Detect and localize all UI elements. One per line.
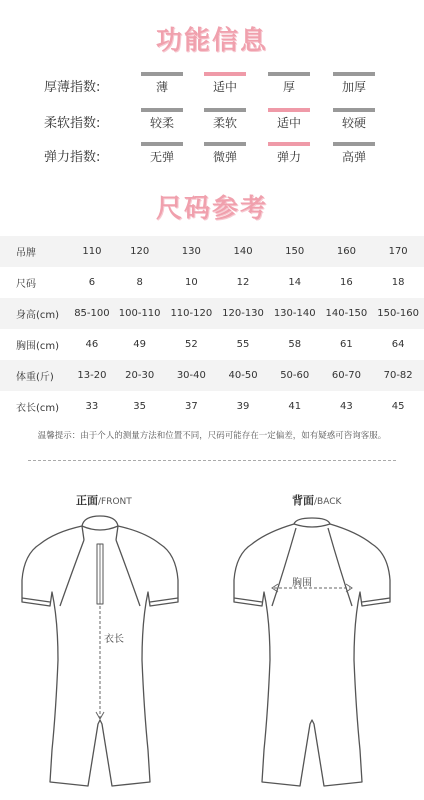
feature-option bbox=[141, 142, 183, 165]
feature-label: 弹力指数: bbox=[44, 150, 101, 165]
size-cell: 43 bbox=[340, 401, 353, 412]
size-cell: 30-40 bbox=[166, 360, 218, 391]
size-tip: 温馨提示：由于个人的测量方法和位置不同，尺码可能存在一定偏差，如有疑惑可咨询客服。 bbox=[37, 431, 387, 441]
size-cell: 70-82 bbox=[372, 360, 424, 391]
option-label: 较硬 bbox=[341, 116, 366, 130]
size-row bbox=[0, 391, 424, 422]
option-label: 适中 bbox=[276, 116, 301, 130]
option-bar bbox=[333, 108, 375, 112]
back-label-en: /BACK bbox=[314, 497, 342, 507]
back-garment-diagram bbox=[212, 510, 424, 800]
size-row-label: 胸围(cm) bbox=[16, 341, 60, 352]
size-table bbox=[0, 236, 424, 422]
option-bar bbox=[204, 108, 246, 112]
option-label: 高弹 bbox=[341, 150, 366, 164]
size-cell: 13-20 bbox=[70, 360, 114, 391]
feature-option bbox=[268, 142, 310, 165]
feature-option bbox=[204, 142, 246, 165]
size-cell: 12 bbox=[236, 277, 250, 288]
size-cell: 46 bbox=[85, 339, 99, 350]
size-cell: 170 bbox=[372, 236, 424, 267]
option-bar bbox=[204, 142, 246, 146]
size-title: 尺码参考 bbox=[155, 194, 268, 224]
size-cell: 130 bbox=[166, 236, 218, 267]
option-label: 厚 bbox=[282, 80, 295, 94]
feature-option bbox=[268, 108, 310, 131]
size-cell: 49 bbox=[133, 339, 147, 350]
option-bar bbox=[141, 108, 183, 112]
feature-option bbox=[333, 142, 375, 165]
size-cell: 140 bbox=[217, 236, 269, 267]
feature-row bbox=[0, 108, 424, 136]
feature-option bbox=[333, 72, 375, 95]
option-bar bbox=[268, 72, 310, 76]
feature-row bbox=[0, 142, 424, 170]
option-bar bbox=[333, 72, 375, 76]
size-cell: 130-140 bbox=[269, 298, 321, 329]
feature-option bbox=[141, 108, 183, 131]
feature-option bbox=[141, 72, 183, 95]
size-cell: 40-50 bbox=[217, 360, 269, 391]
size-cell: 45 bbox=[391, 401, 405, 412]
size-cell: 37 bbox=[184, 401, 198, 412]
feature-option bbox=[333, 108, 375, 131]
size-row bbox=[0, 360, 424, 391]
feature-option bbox=[204, 72, 246, 95]
size-cell: 60-70 bbox=[321, 360, 373, 391]
size-cell: 10 bbox=[184, 277, 198, 288]
features-title: 功能信息 bbox=[155, 26, 268, 56]
size-cell: 50-60 bbox=[269, 360, 321, 391]
size-cell: 64 bbox=[391, 339, 405, 350]
size-cell: 8 bbox=[136, 277, 143, 288]
size-cell: 140-150 bbox=[321, 298, 373, 329]
feature-row bbox=[0, 72, 424, 100]
size-row-label: 尺码 bbox=[16, 279, 36, 290]
option-label: 加厚 bbox=[341, 80, 366, 94]
size-cell: 150 bbox=[269, 236, 321, 267]
length-label: 衣长 bbox=[104, 634, 124, 645]
option-bar bbox=[141, 72, 183, 76]
size-cell: 6 bbox=[88, 277, 96, 288]
size-cell: 14 bbox=[288, 277, 302, 288]
option-bar bbox=[141, 142, 183, 146]
size-cell: 33 bbox=[85, 401, 99, 412]
size-cell: 160 bbox=[321, 236, 373, 267]
option-label: 适中 bbox=[212, 80, 237, 94]
size-row-label: 衣长(cm) bbox=[16, 403, 60, 414]
size-cell: 120 bbox=[114, 236, 166, 267]
size-cell: 61 bbox=[340, 339, 353, 350]
front-label: 正面 bbox=[76, 494, 98, 507]
option-bar-selected bbox=[204, 72, 246, 76]
size-cell: 110 bbox=[70, 236, 114, 267]
back-view-label bbox=[292, 492, 341, 508]
size-row bbox=[0, 298, 424, 329]
feature-label: 厚薄指数: bbox=[44, 80, 101, 95]
option-bar-selected bbox=[268, 142, 310, 146]
size-row bbox=[0, 267, 424, 298]
feature-option bbox=[204, 108, 246, 131]
option-label: 无弹 bbox=[149, 150, 174, 164]
size-row-label: 身高(cm) bbox=[0, 298, 70, 329]
option-label: 柔软 bbox=[212, 116, 237, 130]
feature-option bbox=[268, 72, 310, 95]
feature-label: 柔软指数: bbox=[44, 116, 101, 131]
size-row-label: 体重(斤) bbox=[0, 360, 70, 391]
size-cell: 35 bbox=[133, 401, 147, 412]
front-label-en: /FRONT bbox=[98, 497, 132, 507]
size-cell: 85-100 bbox=[70, 298, 114, 329]
size-cell: 39 bbox=[236, 401, 250, 412]
chest-label: 胸围 bbox=[292, 578, 312, 589]
option-label: 薄 bbox=[155, 80, 168, 94]
size-row-label: 吊牌 bbox=[0, 236, 70, 267]
option-bar-selected bbox=[268, 108, 310, 112]
option-label: 弹力 bbox=[276, 150, 301, 164]
size-cell: 18 bbox=[391, 277, 405, 288]
size-cell: 52 bbox=[184, 339, 198, 350]
option-label: 较柔 bbox=[149, 116, 174, 130]
size-row bbox=[0, 329, 424, 360]
front-view-label bbox=[76, 492, 132, 508]
option-bar bbox=[333, 142, 375, 146]
size-cell: 55 bbox=[236, 339, 250, 350]
divider bbox=[28, 460, 396, 461]
option-label: 微弹 bbox=[212, 150, 237, 164]
front-garment-diagram bbox=[0, 510, 212, 800]
size-cell: 20-30 bbox=[114, 360, 166, 391]
back-label: 背面 bbox=[292, 494, 314, 507]
size-cell: 150-160 bbox=[372, 298, 424, 329]
size-row bbox=[0, 236, 424, 267]
size-cell: 120-130 bbox=[217, 298, 269, 329]
size-cell: 100-110 bbox=[114, 298, 166, 329]
size-cell: 110-120 bbox=[166, 298, 218, 329]
size-cell: 41 bbox=[288, 401, 302, 412]
size-cell: 58 bbox=[288, 339, 302, 350]
size-cell: 16 bbox=[340, 277, 353, 288]
